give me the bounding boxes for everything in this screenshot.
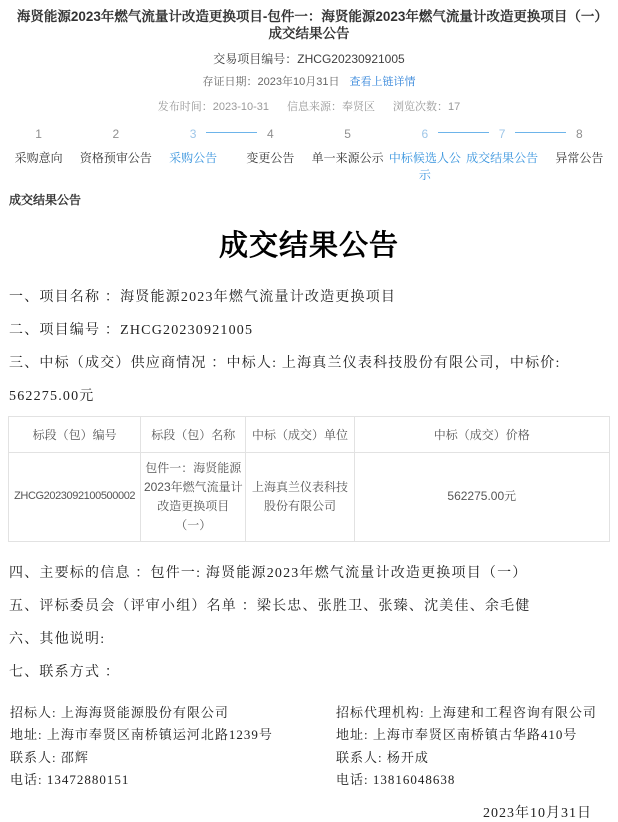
section-paragraph: 四、主要标的信息 ：包件一: 海贤能源2023年燃气流量计改造更换项目（一） (9, 565, 528, 581)
contact-line: 电话: 13816048638 (336, 772, 456, 788)
step-number: 5 (344, 126, 351, 141)
project-number-label: 交易项目编号： (213, 51, 298, 66)
table-cell: 包件一：海贤能源2023年燃气流量计改造更换项目（一） (141, 452, 246, 541)
step-number: 6 (421, 126, 429, 141)
view-count: 浏览次数：17 (393, 100, 461, 113)
contact-line: 联系人: 杨开成 (336, 749, 429, 765)
step-1 (0, 125, 77, 183)
table-row (9, 452, 610, 541)
page-title: 海贤能源2023年燃气流量计改造更换项目-包件一：海贤能源2023年燃气流量计改造更换项目（一）成交结果公告 (16, 9, 602, 41)
step-3 (155, 125, 232, 183)
publish-info-row (0, 98, 618, 114)
section-paragraph: 三、中标（成交）供应商情况 ：中标人: 上海真兰仪表科技股份有限公司，中标价: 562275.00元 (9, 355, 561, 404)
table-body (9, 452, 610, 541)
agency-contact-block (336, 702, 618, 792)
tenderer-contact-block (0, 702, 336, 792)
step-number: 8 (576, 126, 583, 141)
contact-line: 联系人: 邵辉 (10, 749, 89, 765)
step-number: 4 (267, 126, 274, 141)
document-date: 2023年10月31日 (483, 805, 592, 821)
section-paragraph: 六、其他说明: (9, 631, 106, 647)
contact-info (0, 702, 618, 792)
table-header-cell: 标段（包）编号 (9, 416, 141, 452)
step-label-7[interactable]: 成交结果公告 (466, 150, 539, 165)
table-header-cell: 中标（成交）价格 (354, 416, 609, 452)
step-label-6[interactable]: 中标候选人公示 (388, 150, 461, 182)
step-5 (309, 125, 386, 183)
cert-date-row (0, 73, 618, 89)
table-cell: 562275.00元 (354, 452, 609, 541)
project-number-row (0, 50, 618, 67)
step-6 (386, 125, 463, 183)
table-header-cell: 标段（包）名称 (141, 416, 246, 452)
step-label-2: 资格预审公告 (79, 150, 152, 165)
progress-steps (0, 125, 618, 183)
info-source: 信息来源：奉贤区 (287, 100, 376, 113)
section-paragraph: 七、联系方式 ： (9, 664, 121, 680)
view-chain-details-link[interactable]: 查看上链详情 (349, 75, 416, 88)
header (0, 0, 618, 114)
step-number: 7 (498, 126, 506, 141)
contact-line: 电话: 13472880151 (10, 772, 130, 788)
step-label-8: 异常公告 (555, 150, 604, 165)
step-8 (541, 125, 618, 183)
table-cell: ZHCG2023092100500002 (9, 452, 141, 541)
contact-line: 地址: 上海市奉贤区南桥镇古华路410号 (336, 727, 578, 743)
publish-time: 发布时间：2023-10-31 (157, 100, 270, 113)
step-label-1: 采购意向 (14, 150, 63, 165)
contact-line: 地址: 上海市奉贤区南桥镇运河北路1239号 (10, 727, 273, 743)
breadcrumb: 成交结果公告 (9, 192, 82, 207)
contact-line: 招标代理机构: 上海建和工程咨询有限公司 (336, 704, 597, 720)
step-label-5: 单一来源公示 (311, 150, 384, 165)
announcement-sections-bottom (0, 557, 618, 689)
cert-date-label: 存证日期： (202, 75, 258, 88)
step-2 (77, 125, 154, 183)
cert-date-value: 2023年10月31日 (257, 75, 340, 88)
step-label-4: 变更公告 (246, 150, 295, 165)
step-number: 1 (35, 126, 42, 141)
step-number: 3 (189, 126, 197, 141)
section-paragraph: 二、项目编号 ：ZHCG20230921005 (9, 322, 254, 338)
announcement-sections-top (0, 281, 618, 413)
contact-line: 招标人: 上海海贤能源股份有限公司 (10, 704, 229, 720)
step-number: 2 (112, 126, 120, 141)
project-number-value: ZHCG20230921005 (297, 51, 405, 66)
step-4 (232, 125, 309, 183)
table-cell: 上海真兰仪表科技股份有限公司 (246, 452, 354, 541)
section-paragraph: 五、评标委员会（评审小组）名单 ：梁长忠、张胜卫、张臻、沈美佳、余毛健 (9, 598, 531, 614)
step-label-3[interactable]: 采购公告 (169, 150, 218, 165)
bid-result-table (8, 416, 610, 542)
step-7 (464, 125, 541, 183)
main-title: 成交结果公告 (218, 229, 399, 262)
section-paragraph: 一、项目名称 ：海贤能源2023年燃气流量计改造更换项目 (9, 289, 397, 305)
table-header-row (9, 416, 610, 452)
table-header-cell: 中标（成交）单位 (246, 416, 354, 452)
